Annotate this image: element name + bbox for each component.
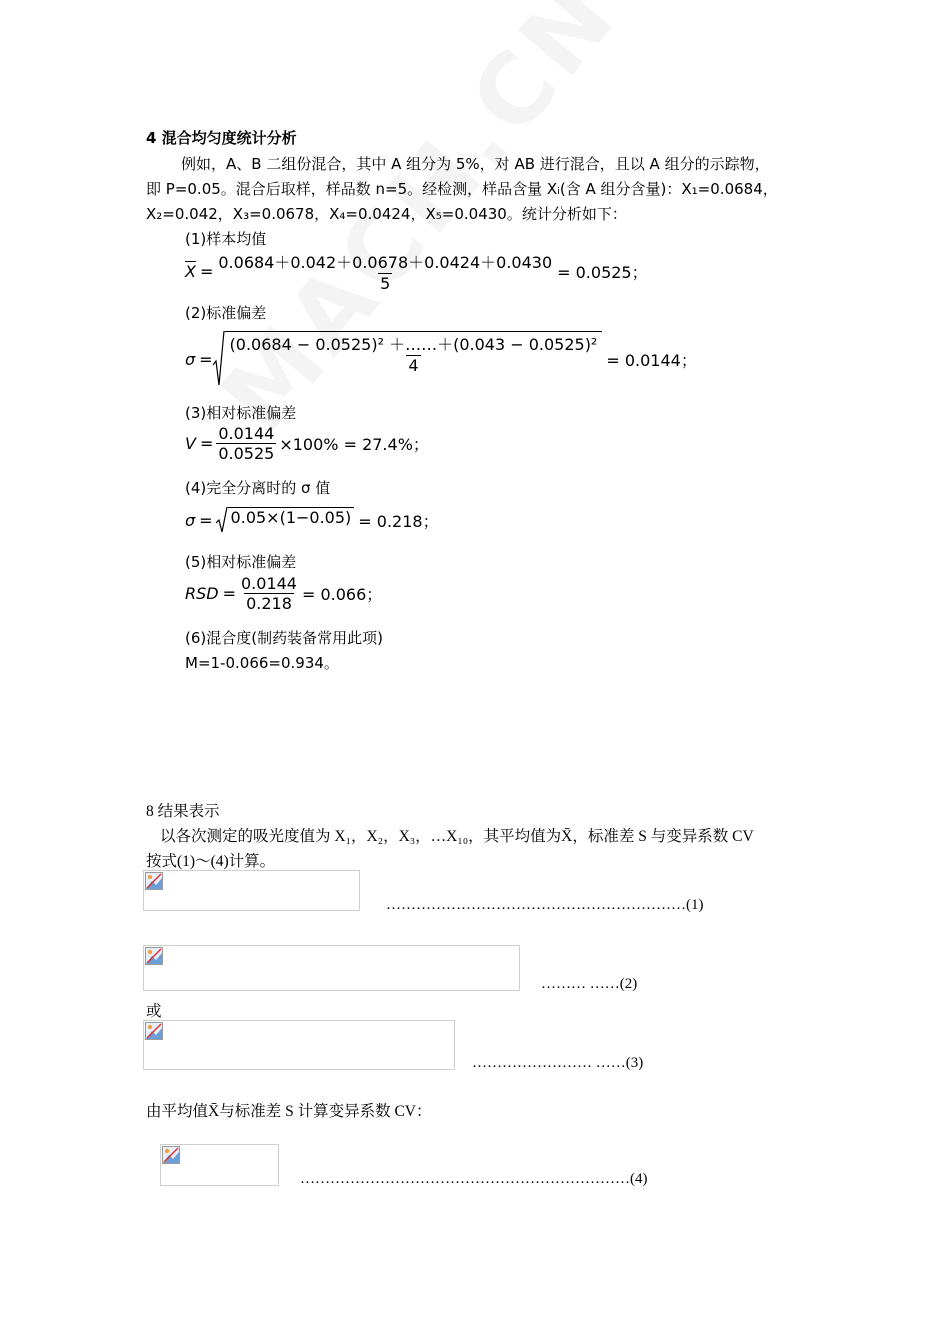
paragraph-line-3: X₂=0.042，X₃=0.0678，X₄=0.0424，X₅=0.0430。统计分析如下： bbox=[146, 205, 627, 223]
eq1-equals: = bbox=[199, 262, 214, 281]
mixing-degree-result: M=1-0.066=0.934。 bbox=[185, 654, 339, 672]
broken-image-icon bbox=[145, 1022, 163, 1040]
formula-ref-1: ……………………………………………………(1) bbox=[386, 897, 704, 913]
formula-ref-3: …………………… ……(3) bbox=[472, 1055, 644, 1071]
eq5-lhs: RSD bbox=[185, 584, 219, 603]
paragraph-line-2: 即 P=0.05。混合后取样，样品数 n=5。经检测，样品含量 Xᵢ(含 A 组分含量)：X₁=0.0684， bbox=[146, 180, 778, 198]
eq2-denominator: 4 bbox=[408, 356, 419, 375]
eq3-fraction bbox=[216, 424, 276, 463]
item-label-4: (4)完全分离时的 σ 值 bbox=[185, 479, 331, 497]
eq2-lhs: σ bbox=[185, 349, 196, 369]
formula-image-3 bbox=[143, 1020, 455, 1070]
item-label-6: (6)混合度(制药装备常用此项) bbox=[185, 629, 383, 647]
formula-image-1 bbox=[143, 870, 360, 911]
eq3-rhs: ×100% = 27.4%； bbox=[279, 435, 429, 454]
eq5-equals: = bbox=[222, 584, 236, 603]
formula-image-4 bbox=[160, 1144, 279, 1186]
or-label: 或 bbox=[146, 1003, 162, 1020]
broken-image-icon bbox=[162, 1146, 180, 1164]
eq4-lhs: σ bbox=[185, 510, 196, 530]
eq3-lhs: V bbox=[185, 434, 196, 453]
item-label-1: (1)样本均值 bbox=[185, 230, 267, 248]
eq2-numerator: (0.0684 − 0.0525)² ＋……＋(0.043 − 0.0525)² bbox=[229, 335, 598, 354]
eq5-denominator: 0.218 bbox=[246, 594, 292, 613]
section-8-heading: 8 结果表示 bbox=[146, 803, 220, 820]
eq5-fraction bbox=[239, 574, 299, 613]
radical-sign-icon bbox=[213, 331, 225, 387]
equation-relative-std-dev bbox=[185, 424, 429, 463]
broken-image-icon bbox=[145, 872, 163, 890]
eq5-numerator: 0.0144 bbox=[241, 574, 297, 593]
eq3-equals: = bbox=[199, 434, 214, 453]
cv-calculation-line: 由平均值X̄与标准差 S 计算变异系数 CV： bbox=[146, 1103, 432, 1120]
eq1-numerator: 0.0684＋0.042＋0.0678＋0.0424＋0.0430 bbox=[218, 253, 553, 272]
radical-sign-icon bbox=[216, 507, 228, 533]
formula-ref-4: …………………………………………………………(4) bbox=[300, 1171, 648, 1187]
equation-std-dev bbox=[185, 331, 697, 387]
formula-image-2 bbox=[143, 945, 520, 991]
eq3-numerator: 0.0144 bbox=[218, 424, 275, 443]
paragraph-line-1: 例如，A、B 二组份混合，其中 A 组分为 5%，对 AB 进行混合，且以 A 组分的示踪物， bbox=[181, 155, 770, 173]
eq4-sqrt bbox=[216, 507, 355, 533]
eq1-rhs: = 0.0525； bbox=[557, 263, 648, 282]
item-label-5: (5)相对标准偏差 bbox=[185, 553, 297, 571]
eq2-fraction bbox=[228, 332, 600, 375]
eq5-rhs: = 0.066； bbox=[301, 585, 383, 604]
eq4-equals: = bbox=[199, 510, 213, 530]
broken-image-icon bbox=[145, 947, 163, 965]
eq1-denominator: 5 bbox=[380, 274, 391, 293]
equation-sample-mean bbox=[185, 250, 648, 293]
section-4-heading: 4 混合均匀度统计分析 bbox=[146, 129, 297, 147]
section-8-line-2: 按式(1)～(4)计算。 bbox=[146, 853, 276, 870]
equation-sigma-separation bbox=[185, 507, 439, 533]
eq2-equals: = bbox=[199, 349, 213, 369]
eq2-rhs: = 0.0144； bbox=[606, 350, 697, 370]
item-label-3: (3)相对标准偏差 bbox=[185, 404, 297, 422]
eq1-lhs: $\overline{X}$ bbox=[185, 262, 196, 281]
formula-ref-2: ……… ……(2) bbox=[541, 976, 638, 992]
equation-rsd bbox=[185, 574, 382, 613]
eq3-denominator: 0.0525 bbox=[218, 444, 275, 463]
eq4-radicand: 0.05×(1−0.05) bbox=[228, 507, 355, 533]
eq2-sqrt bbox=[213, 331, 603, 387]
item-label-2: (2)标准偏差 bbox=[185, 304, 267, 322]
section-8-line-1: 以各次测定的吸光度值为 X₁，X₂，X₃，…X₁₀，其平均值为X̄，标准差 S 与变异系数 CV bbox=[160, 828, 754, 845]
eq1-fraction bbox=[216, 250, 554, 293]
eq4-rhs: = 0.218； bbox=[358, 511, 439, 531]
